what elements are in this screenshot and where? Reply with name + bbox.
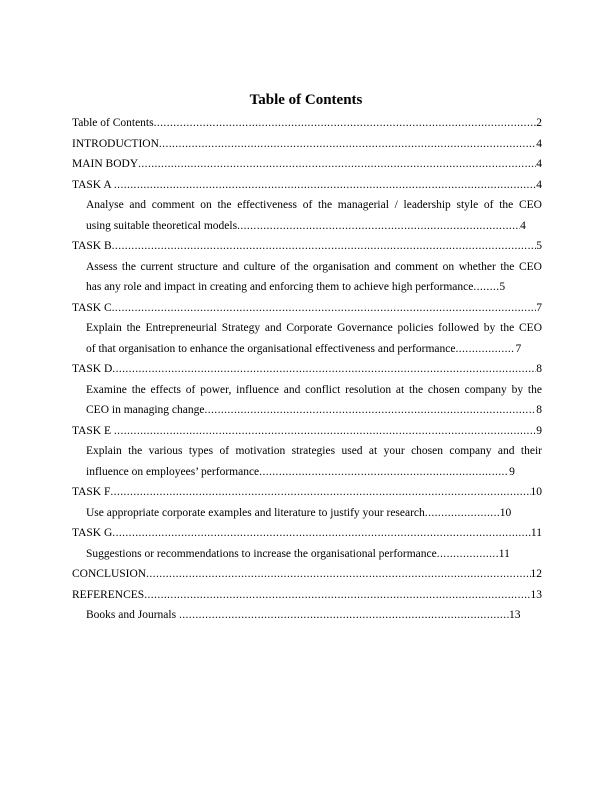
toc-entry-label: TASK B — [72, 240, 112, 252]
toc-entry-page: 4 — [536, 178, 542, 191]
toc-entry-label-line1: Analyse and comment on the effectiveness of the managerial / leadership style of the CEO — [86, 199, 542, 211]
toc-entry-label-line2: has any role and impact in creating and enforcing them to achieve high performance — [86, 281, 474, 293]
toc-entry-label: Suggestions or recommendations to increase the organisational performance — [86, 547, 437, 560]
toc-entry-task-a[interactable] — [72, 175, 542, 196]
dot-leader — [114, 421, 536, 442]
toc-entry-label: INTRODUCTION — [72, 137, 159, 150]
toc-entry-label: Use appropriate corporate examples and literature to justify your research — [86, 506, 425, 519]
toc-entry-page: 7 — [536, 301, 542, 314]
dot-leader — [159, 134, 536, 155]
toc-entry-page: 2 — [536, 117, 542, 129]
toc-entry-label: TASK F — [72, 486, 111, 498]
dot-leader — [110, 482, 530, 503]
dot-leader — [144, 585, 530, 606]
dot-leader — [204, 400, 536, 421]
toc-entry-references[interactable] — [72, 585, 542, 606]
toc-subentry-task-a[interactable] — [72, 195, 542, 236]
toc-entry-label: TASK D — [72, 363, 113, 375]
toc-entry-page: 7 — [515, 342, 522, 355]
toc-entry-main-body[interactable] — [72, 154, 542, 175]
toc-entry-label: TASK G — [72, 527, 113, 539]
toc-title: Table of Contents — [249, 92, 363, 108]
toc-subentry-task-d[interactable] — [72, 380, 542, 421]
toc-subentry-task-c[interactable] — [72, 318, 542, 359]
toc-entry-label: TASK A — [72, 178, 114, 191]
toc-entry-label-line1: Explain the Entrepreneurial Strategy and Corporate Governance policies followed by the CEO — [86, 322, 542, 334]
toc-entry-page: 4 — [520, 219, 526, 232]
toc-subentry-task-b[interactable] — [72, 257, 542, 298]
toc-entry-label-line2: of that organisation to enhance the organisational effectiveness and performance — [86, 342, 456, 355]
dot-leader — [237, 216, 520, 237]
dot-leader — [112, 523, 531, 544]
dot-leader — [425, 503, 500, 524]
dot-leader — [112, 236, 537, 257]
toc-entry-label: TASK C — [72, 301, 112, 314]
dot-leader — [154, 113, 537, 134]
dot-leader — [179, 605, 509, 626]
toc-entry-label: Table of Contents — [72, 117, 154, 129]
toc-entry-label: CONCLUSION — [72, 568, 147, 580]
toc-entry-table-of-contents[interactable] — [72, 113, 542, 134]
dot-leader — [138, 154, 536, 175]
dot-leader — [437, 544, 499, 565]
toc-entry-label-line1: Assess the current structure and culture of the organisation and comment on whether the CEO — [86, 260, 542, 273]
toc-entry-label: MAIN BODY — [72, 158, 139, 170]
toc-entry-label-line1: Explain the various types of motivation strategies used at your chosen company and their — [86, 445, 542, 457]
toc-subentry-task-f[interactable] — [72, 503, 542, 524]
toc-entry-page: 13 — [508, 609, 521, 621]
toc-entry-label: TASK E — [72, 424, 114, 437]
toc-entry-page: 12 — [530, 568, 542, 580]
toc-entry-task-c[interactable] — [72, 298, 542, 319]
toc-entry-page: 8 — [536, 404, 542, 416]
toc-entry-page: 10 — [499, 506, 512, 519]
toc-entry-page: 11 — [530, 527, 542, 539]
toc-entry-page: 10 — [530, 486, 542, 498]
dot-leader — [473, 277, 499, 298]
toc-entry-page: 5 — [536, 240, 542, 252]
toc-entry-task-e[interactable] — [72, 421, 542, 442]
toc-subentry-task-e[interactable] — [72, 441, 542, 482]
toc-entry-page: 5 — [499, 281, 506, 293]
dot-leader — [146, 564, 530, 585]
toc-entry-page: 9 — [509, 465, 515, 478]
toc-entry-label-line2: using suitable theoretical models — [86, 219, 238, 232]
toc-entry-label: Books and Journals — [86, 609, 179, 621]
toc-entry-introduction[interactable] — [72, 134, 542, 155]
dot-leader — [114, 175, 536, 196]
toc-entry-page: 8 — [536, 363, 542, 375]
toc-entry-label-line1: Examine the effects of power, influence and conflict resolution at the chosen company by the — [86, 383, 542, 396]
toc-subentry-books-and-journals[interactable] — [72, 605, 542, 626]
toc-subentry-task-g[interactable] — [72, 544, 542, 565]
toc-entry-conclusion[interactable] — [72, 564, 542, 585]
dot-leader — [112, 359, 536, 380]
toc-entry-task-b[interactable] — [72, 236, 542, 257]
toc-entry-page: 4 — [536, 158, 542, 170]
dot-leader — [455, 339, 515, 360]
toc-entry-label-line2: influence on employees’ performance — [86, 465, 260, 478]
toc-entry-page: 4 — [536, 137, 542, 150]
table-of-contents — [72, 113, 542, 626]
toc-entry-task-g[interactable] — [72, 523, 542, 544]
toc-entry-task-d[interactable] — [72, 359, 542, 380]
toc-entry-page: 13 — [530, 588, 542, 601]
toc-entry-label-line2: CEO in managing change — [86, 404, 205, 416]
toc-entry-page: 9 — [536, 424, 542, 437]
dot-leader — [112, 298, 537, 319]
toc-entry-label: REFERENCES — [72, 588, 145, 601]
toc-entry-page: 11 — [498, 547, 510, 560]
toc-entry-task-f[interactable] — [72, 482, 542, 503]
dot-leader — [259, 462, 509, 483]
